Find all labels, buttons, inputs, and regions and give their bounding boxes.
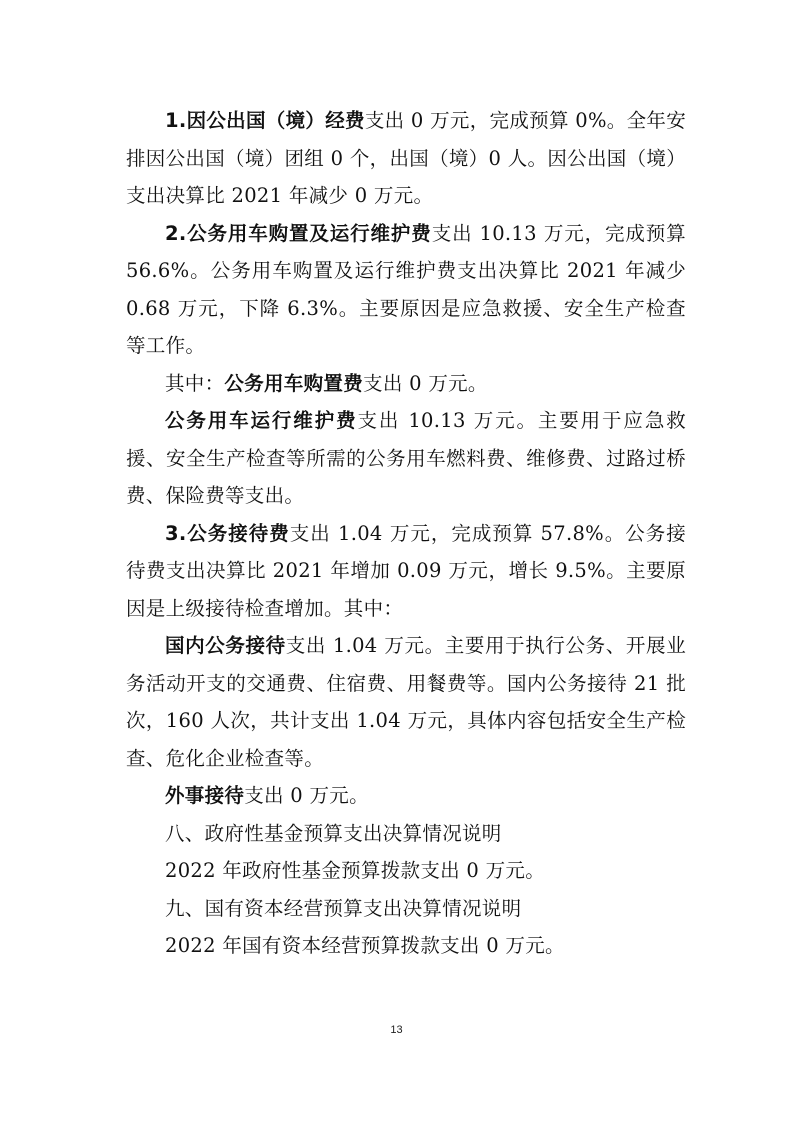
paragraph-lead: 2.公务用车购置及运行维护费	[165, 221, 432, 245]
paragraph-domestic-reception	[126, 627, 686, 777]
section-heading-state-capital: 九、国有资本经营预算支出决算情况说明	[165, 896, 522, 920]
paragraph-vehicle-maintenance	[126, 402, 686, 515]
paragraph-text: 支出 1.04 万元。主要用于执行公务、开展业务活动开支的交通费、住宿费、用餐费等。国内公务接待 21 批次，160 人次，共计支出 1.04 万元，具体内容包括安全生产检查、危化企业检查等。	[126, 634, 686, 770]
paragraph-reception-expense	[126, 515, 686, 628]
page-body	[126, 102, 686, 965]
paragraph-vehicle-expense	[126, 215, 686, 365]
paragraph-text: 支出 10.13 万元。主要用于应急救援、安全生产检查等所需的公务用车燃料费、维修费、过路过桥费、保险费等支出。	[126, 409, 686, 507]
paragraph-lead: 国内公务接待	[165, 634, 286, 657]
paragraph-text: 支出 0 万元。	[363, 371, 488, 395]
paragraph-government-fund: 2022 年政府性基金预算拨款支出 0 万元。	[165, 859, 546, 882]
paragraph-text: 支出 0 万元，完成预算 0%。全年安排因公出国（境）团组 0 个，出国（境）0 人。因公出国（境）支出决算比 2021 年减少 0 万元。	[126, 109, 686, 207]
paragraph-lead: 公务用车运行维护费	[165, 409, 358, 432]
paragraph-lead: 3.公务接待费	[165, 521, 290, 545]
paragraph-prefix: 其中：	[165, 371, 225, 395]
page-number: 13	[390, 1024, 403, 1036]
paragraph-text: 支出 10.13 万元，完成预算 56.6%。公务用车购置及运行维护费支出决算比 2021 年减少 0.68 万元，下降 6.3%。主要原因是应急救援、安全生产检查等工作。	[126, 221, 686, 357]
paragraph-foreign-reception	[126, 777, 686, 815]
paragraph-lead: 公务用车购置费	[224, 371, 364, 395]
section-heading-government-fund: 八、政府性基金预算支出决算情况说明	[165, 821, 502, 845]
paragraph-text: 支出 0 万元。	[244, 784, 369, 807]
paragraph-state-capital: 2022 年国有资本经营预算拨款支出 0 万元。	[165, 934, 565, 957]
paragraph-lead: 1.因公出国（境）经费	[165, 109, 365, 132]
paragraph-lead: 外事接待	[165, 784, 245, 807]
paragraph-vehicle-purchase	[126, 365, 686, 403]
paragraph-text: 支出 1.04 万元，完成预算 57.8%。公务接待费支出决算比 2021 年增加 0.09 万元，增长 9.5%。主要原因是上级接待检查增加。其中：	[126, 521, 686, 620]
paragraph-overseas-expense	[126, 102, 686, 215]
